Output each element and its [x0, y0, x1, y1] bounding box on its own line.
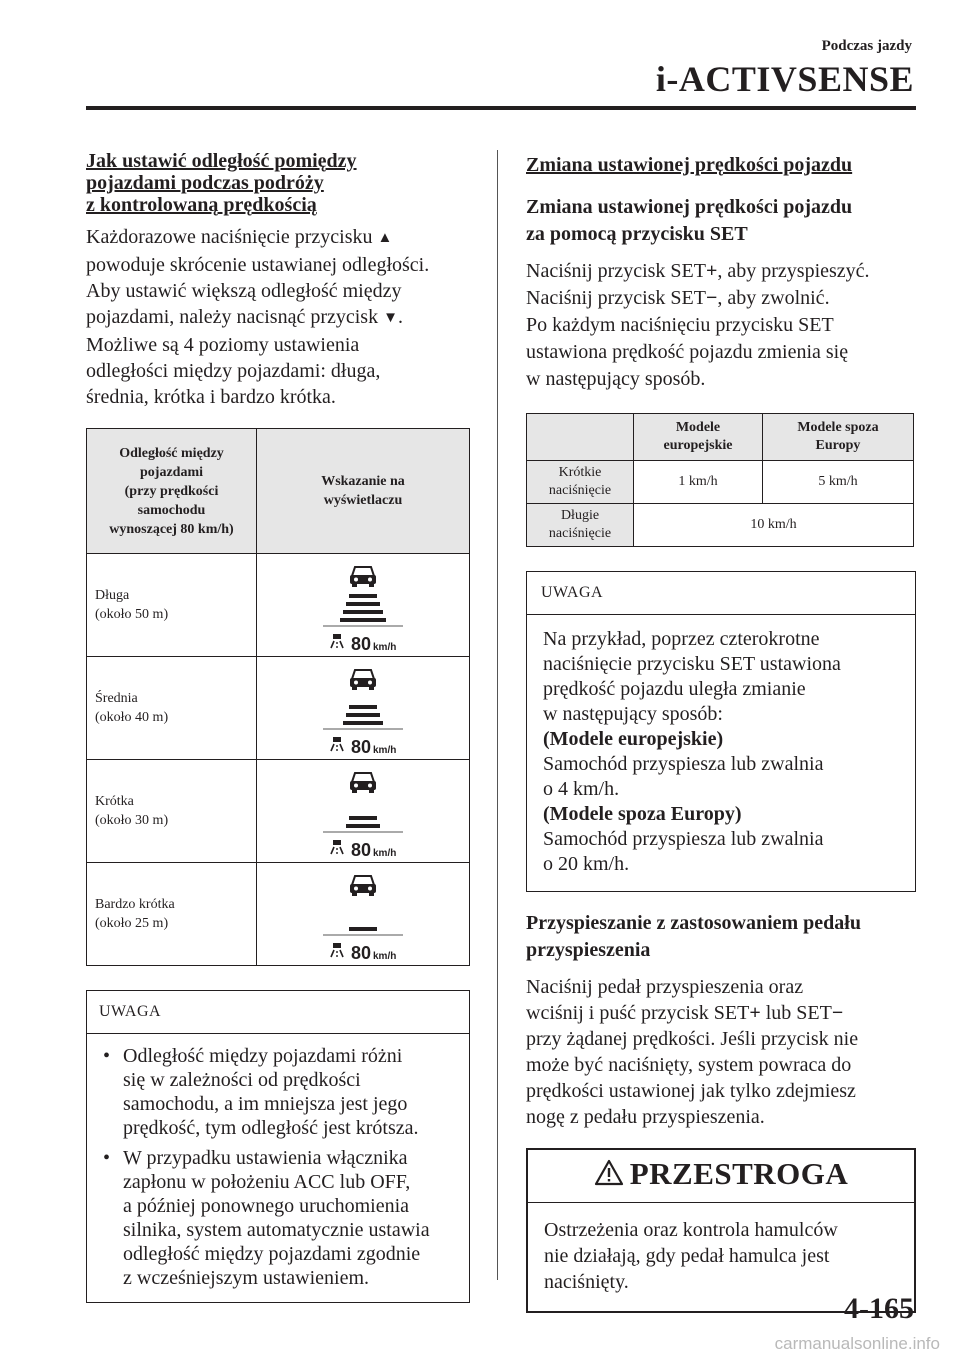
text: może być naciśnięty, system powraca do — [526, 1054, 852, 1076]
distance-bar — [343, 721, 383, 725]
text: naciśnięcie — [548, 483, 612, 498]
display-indicator — [257, 657, 470, 760]
text: odległości między pojazdami: długa, — [86, 360, 381, 382]
display-speed-value: 80 — [351, 737, 372, 757]
text: Każdorazowe naciśnięcie przycisku — [86, 226, 378, 248]
minus-icon: − — [705, 287, 718, 309]
minus-icon: − — [831, 1002, 844, 1024]
right-paragraph-2 — [526, 974, 916, 1130]
car-icon — [350, 773, 376, 793]
display-speed-value: 80 — [351, 840, 372, 860]
left-heading — [86, 150, 470, 216]
right-note-box — [526, 571, 916, 892]
text: o 20 km/h. — [543, 853, 630, 875]
text: Wskazanie na — [321, 474, 405, 489]
left-note-box — [86, 990, 470, 1303]
text: naciśnięcie przycisku SET ustawiona — [543, 653, 841, 675]
text: ustawiona prędkość pojazdu zmienia się — [526, 341, 849, 363]
text: Ostrzeżenia oraz kontrola hamulców — [544, 1219, 838, 1241]
display-graphic — [257, 760, 469, 862]
row-label — [527, 504, 634, 547]
text: przy żądanej prędkości. Jeśli przycisk nie — [526, 1028, 859, 1050]
radar-cruise-icon — [331, 943, 343, 957]
text: o 4 km/h. — [543, 778, 620, 800]
table-row — [87, 760, 470, 863]
text: , aby przyspieszyć. — [717, 260, 870, 282]
display-speed-unit: km/h — [373, 642, 397, 653]
table-row — [527, 461, 914, 504]
distance-bar — [346, 824, 380, 828]
down-arrow-icon: ▼ — [383, 310, 398, 326]
text: Możliwe są 4 poziomy ustawienia — [86, 334, 360, 356]
watermark: carmanualsonline.info — [774, 1334, 940, 1353]
right-column — [526, 154, 916, 1313]
table-row — [87, 657, 470, 760]
text: silnika, system automatycznie ustawia — [123, 1219, 430, 1241]
eu-value: 1 km/h — [634, 461, 763, 504]
distance-bar — [349, 927, 377, 931]
text: PRZESTROGA — [629, 1156, 849, 1191]
distance-display-icon — [257, 657, 469, 759]
display-graphic — [257, 657, 469, 759]
left-heading-line: pojazdami podczas podróży — [86, 172, 324, 194]
car-icon — [350, 670, 376, 690]
text: (około 40 m) — [95, 710, 169, 725]
text: Odległość między — [119, 445, 224, 461]
right-subheading-2 — [526, 910, 916, 964]
text: wciśnij i puść przycisk SET — [526, 1002, 750, 1024]
text: Długie — [560, 508, 600, 523]
text: Naciśnij pedał przyspieszenia oraz — [526, 976, 804, 998]
distance-label — [87, 863, 257, 966]
text: zapłonu w położeniu ACC lub OFF, — [123, 1171, 411, 1193]
speed-table-header-row — [527, 414, 914, 461]
note-heading: UWAGA — [527, 572, 915, 615]
distance-col-header — [87, 429, 257, 554]
radar-cruise-icon — [331, 634, 343, 648]
note-list — [101, 1044, 455, 1290]
text: przyspieszenia — [526, 939, 651, 961]
text: W przypadku ustawienia włącznika — [123, 1147, 408, 1169]
text: . — [397, 306, 403, 328]
plus-icon: + — [749, 1002, 761, 1024]
text: wynoszącej 80 km/h) — [109, 521, 234, 537]
text: europejskie — [663, 438, 733, 453]
text: , aby zwolnić. — [717, 287, 830, 309]
radar-cruise-icon — [331, 840, 343, 854]
non-eu-label: (Modele spoza Europy) — [543, 803, 742, 825]
distance-bar — [346, 602, 380, 606]
text: Naciśnij przycisk SET — [526, 287, 706, 309]
list-item — [101, 1146, 455, 1290]
left-heading-line: Jak ustawić odległość pomiędzy — [86, 150, 357, 172]
text: Długa — [95, 588, 130, 603]
text: Naciśnij przycisk SET — [526, 260, 706, 282]
running-header-section: Podczas jazdy — [821, 38, 912, 54]
distance-bar — [343, 610, 383, 614]
distance-bar — [349, 816, 377, 820]
note-body — [87, 1034, 469, 1302]
text: Modele — [675, 420, 721, 435]
text: Krótkie — [558, 465, 602, 480]
text: wyświetlaczu — [323, 493, 403, 508]
text: Zmiana ustawionej prędkości pojazdu — [526, 196, 853, 218]
text: (około 50 m) — [95, 607, 169, 622]
shared-value: 10 km/h — [634, 504, 914, 547]
distance-label — [87, 657, 257, 760]
plus-icon: + — [705, 260, 718, 282]
header-rule — [86, 106, 916, 110]
text: średnia, krótka i bardzo krótka. — [86, 386, 336, 408]
text: Samochód przyspiesza lub zwalnia — [543, 753, 824, 775]
text: się w zależności od prędkości — [123, 1069, 361, 1091]
left-paragraph — [86, 224, 470, 410]
text: lub SET — [760, 1002, 832, 1024]
text: (przy prędkości — [124, 483, 219, 499]
text: prędkość, tym odległość jest krótsza. — [123, 1117, 419, 1139]
distance-table-header-row — [87, 429, 470, 554]
text: Krótka — [95, 794, 134, 809]
distance-bar — [349, 594, 377, 598]
right-heading: Zmiana ustawionej prędkości pojazdu — [526, 154, 853, 176]
caution-heading — [528, 1150, 914, 1203]
display-indicator — [257, 863, 470, 966]
text: Na przykład, poprzez czterokrotne — [543, 628, 820, 650]
running-header-title: i-ACTIVSENSE — [655, 59, 914, 99]
text: a później ponownego uruchomienia — [123, 1195, 410, 1217]
text: nogę z pedału przyspieszenia. — [526, 1106, 765, 1128]
distance-bar — [349, 705, 377, 709]
display-speed-unit: km/h — [373, 745, 397, 756]
car-icon — [350, 567, 376, 587]
distance-display-icon — [257, 554, 469, 656]
text: Modele spoza — [797, 420, 879, 435]
text: Przyspieszanie z zastosowaniem pedału — [526, 912, 861, 934]
non-eu-value: 5 km/h — [762, 461, 913, 504]
non-eu-col-header — [762, 414, 913, 461]
text: pojazdami — [140, 464, 203, 480]
left-column — [86, 150, 470, 1303]
text: naciśnięcie — [548, 526, 612, 541]
distance-bar — [346, 713, 380, 717]
warning-triangle-icon — [594, 1158, 624, 1194]
eu-label: (Modele europejskie) — [543, 728, 724, 750]
distance-display-icon — [257, 760, 469, 862]
display-speed-unit: km/h — [373, 951, 397, 962]
bullet-icon: • — [103, 1147, 111, 1169]
page-number: 4-165 — [844, 1292, 914, 1325]
text: Aby ustawić większą odległość między — [86, 280, 402, 302]
text: Bardzo krótka — [95, 897, 175, 912]
distance-label — [87, 554, 257, 657]
text: naciśnięty. — [544, 1271, 629, 1293]
text: powoduje skrócenie ustawianej odległości. — [86, 254, 430, 276]
text: z wcześniejszym ustawieniem. — [123, 1267, 370, 1289]
text: Średnia — [95, 691, 138, 706]
table-row — [527, 504, 914, 547]
text: w następujący sposób. — [526, 368, 706, 390]
text: Po każdym naciśnięciu przycisku SET — [526, 314, 834, 336]
text: Europy — [815, 438, 861, 453]
text: prędkości ustawionej jak tylko zdejmiesz — [526, 1080, 856, 1102]
display-graphic — [257, 863, 469, 965]
note-body — [527, 615, 915, 891]
speed-table-corner — [527, 414, 634, 461]
left-heading-line: z kontrolowaną prędkością — [86, 194, 317, 216]
column-divider — [497, 150, 498, 1280]
display-indicator — [257, 760, 470, 863]
distance-table — [86, 428, 470, 966]
text: odległość między pojazdami zgodnie — [123, 1243, 421, 1265]
display-speed-unit: km/h — [373, 848, 397, 859]
eu-col-header — [634, 414, 763, 461]
text: samochodu, a im mniejsza jest jego — [123, 1093, 408, 1115]
text: nie działają, gdy pedał hamulca jest — [544, 1245, 830, 1267]
distance-display-icon — [257, 863, 469, 965]
list-item — [101, 1044, 455, 1140]
display-indicator — [257, 554, 470, 657]
note-heading: UWAGA — [87, 991, 469, 1034]
distance-label — [87, 760, 257, 863]
up-arrow-icon: ▲ — [377, 230, 393, 246]
text: (około 30 m) — [95, 813, 169, 828]
text: (około 25 m) — [95, 916, 169, 931]
table-row — [87, 863, 470, 966]
text: prędkość pojazdu uległa zmianie — [543, 678, 806, 700]
display-graphic — [257, 554, 469, 656]
text: Samochód przyspiesza lub zwalnia — [543, 828, 824, 850]
speed-step-table — [526, 413, 914, 547]
caution-box — [526, 1148, 916, 1313]
right-subheading — [526, 194, 916, 248]
text: pojazdami, należy nacisnąć przycisk — [86, 306, 384, 328]
row-label — [527, 461, 634, 504]
right-paragraph-1 — [526, 258, 916, 393]
radar-cruise-icon — [331, 737, 343, 751]
text: w następujący sposób: — [543, 703, 723, 725]
text: za pomocą przycisku SET — [526, 223, 748, 245]
text: samochodu — [137, 502, 206, 518]
car-icon — [350, 876, 376, 896]
table-row — [87, 554, 470, 657]
display-col-header — [257, 429, 470, 554]
distance-bar — [340, 618, 386, 622]
bullet-icon: • — [103, 1045, 111, 1067]
display-speed-value: 80 — [351, 634, 372, 654]
text: Odległość między pojazdami różni — [123, 1045, 403, 1067]
display-speed-value: 80 — [351, 943, 372, 963]
